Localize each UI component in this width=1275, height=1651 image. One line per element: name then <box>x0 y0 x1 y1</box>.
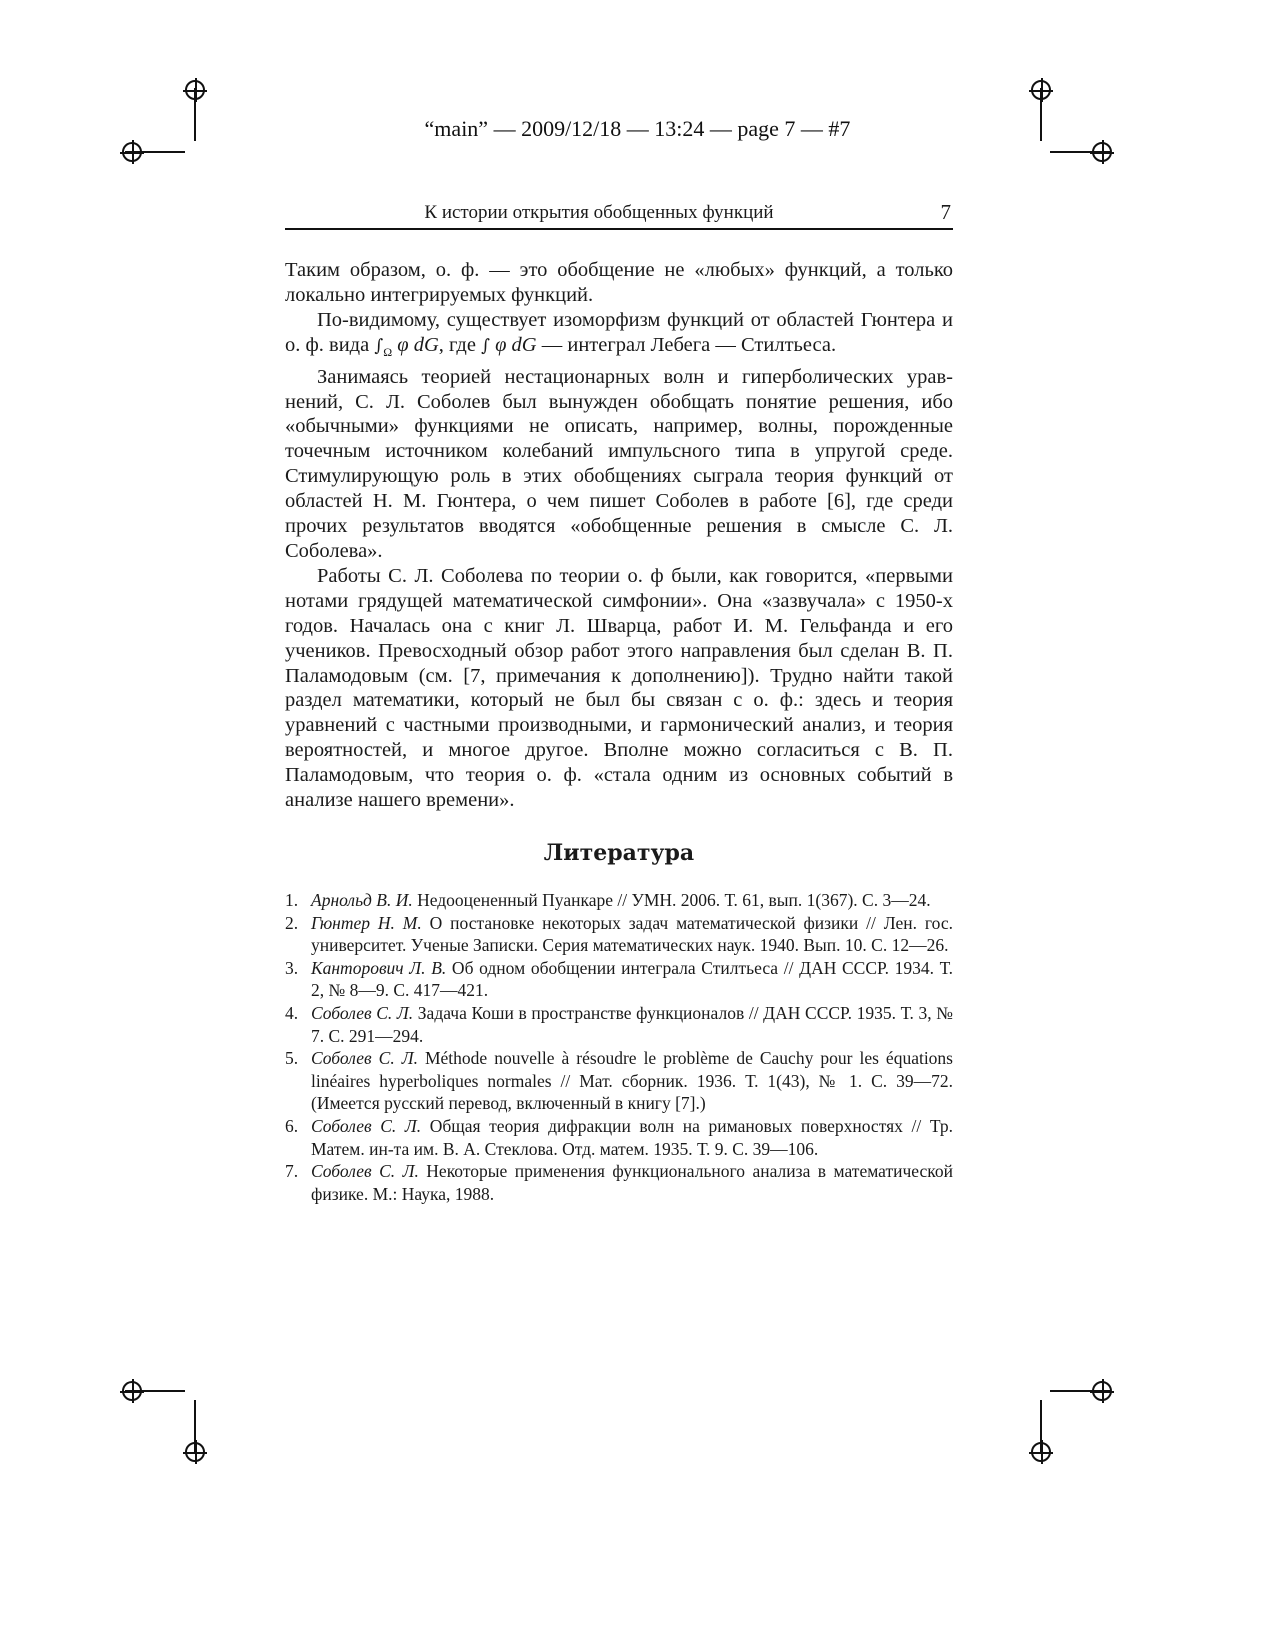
build-stamp: “main” — 2009/12/18 — 13:24 — page 7 — #7 <box>424 116 851 141</box>
paragraph-2: По-видимому, существует изоморфизм функций от областей Гюнтера и о. ф. вида $\int_\Omega$ φ dG, где ∫ φ dG — интеграл Лебега — Стилтьеса. <box>285 308 953 359</box>
body-text <box>285 258 953 813</box>
reference-item: 5. Соболев С. Л. Méthode nouvelle à résoudre le problème de Cauchy pour les équations linéaires hyperboliques normales // Мат. сборник. 1936. Т. 1(43), № 1. С. 39—72. (Имеется русский перевод, включенный в книгу [7].) <box>285 1048 953 1114</box>
running-head-title: К истории открытия обобщенных функций <box>424 202 774 223</box>
reference-author: Арнольд В. И. <box>311 890 413 910</box>
reference-author: Соболев С. Л. <box>311 1002 414 1023</box>
reference-author: Соболев С. Л. <box>311 1161 419 1182</box>
reference-item: 2. Гюнтер Н. М. О постановке некоторых задач математической физики // Лен. гос. университет. Ученые Записки. Серия математических наук. 1940. Вып. 10. С. 12—26. <box>285 912 953 956</box>
reference-item: 3. Канторович Л. В. Об одном обобщении интеграла Стилтьеса // ДАН СССР. 1934. Т. 2, № 8—9. С. 417—421. <box>285 957 953 1001</box>
reference-author: Гюнтер Н. М. <box>311 912 422 933</box>
reference-item: 4. Соболев С. Л. Задача Коши в пространстве функционалов // ДАН СССР. 1935. Т. 3, № 7. С. 291—294. <box>285 1002 953 1046</box>
references-list <box>285 889 953 1205</box>
paragraph-4: Работы С. Л. Соболева по теории о. ф были, как говорится, «первыми нотами грядущей математической симфонии». Она «зазвучала» с 1950-х годов. Началась она с книг Л. Шварца, работ И. М. Гельфанда и его учеников. Превосходный обзор работ этого направления был сделан В. П. Паламодовым (см. [7, примечания к дополнению]). Трудно найти такой раздел математики, который не был бы связан с о. ф.: здесь и теория уравнений с частными производными, и гармонический анализ, и теория вероятностей, и многое другое. Вполне можно согласиться с В. П. Паламодовым, что теория о. ф. «стала одним из основных событий в анализе нашего времени». <box>285 564 953 812</box>
paragraph-3: Занимаясь теорией нестационарных волн и гиперболических уравнений, С. Л. Соболев был вынужден обобщать понятие решения, ибо «обычными» функциями не описать, например, волны, порожденные точечным источником колебаний импульсного типа в упругой среде. Стимулирующую роль в этих обобщениях сыграла теория функций от областей Н. М. Гюнтера, о чем пишет Соболев в работе [6], где среди прочих результатов вводятся «обобщенные решения в смысле С. Л. Соболева». <box>285 365 953 562</box>
references-heading: Литература <box>543 840 695 866</box>
integral-sign: ∫ <box>374 335 384 356</box>
integral-sign: ∫ <box>481 335 490 356</box>
reference-author: Соболев С. Л. <box>311 1048 418 1069</box>
page-number: 7 <box>940 200 951 224</box>
integrand: φ dG <box>392 333 439 356</box>
reference-item: 1. Арнольд В. И. Недооцененный Пуанкаре // УМН. 2006. Т. 61, вып. 1(367). С. 3—24. <box>285 890 931 910</box>
reference-author: Соболев С. Л. <box>311 1115 422 1136</box>
paragraph-1: Таким образом, о. ф. — это обобщение не «любых» функций, а только локально интегрируемых функций. <box>285 259 953 306</box>
integrand: φ dG <box>489 333 537 356</box>
integral-domain: Ω <box>383 344 393 359</box>
reference-item: 6. Соболев С. Л. Общая теория дифракции волн на римановых поверхностях // Тр. Матем. ин-та им. В. А. Стеклова. Отд. матем. 1935. Т. 9. С. 39—106. <box>285 1115 953 1159</box>
reference-author: Канторович Л. В. <box>311 957 447 978</box>
running-head <box>285 200 953 230</box>
reference-item: 7. Соболев С. Л. Некоторые применения функционального анализа в математической физике. М.: Наука, 1988. <box>285 1161 953 1204</box>
